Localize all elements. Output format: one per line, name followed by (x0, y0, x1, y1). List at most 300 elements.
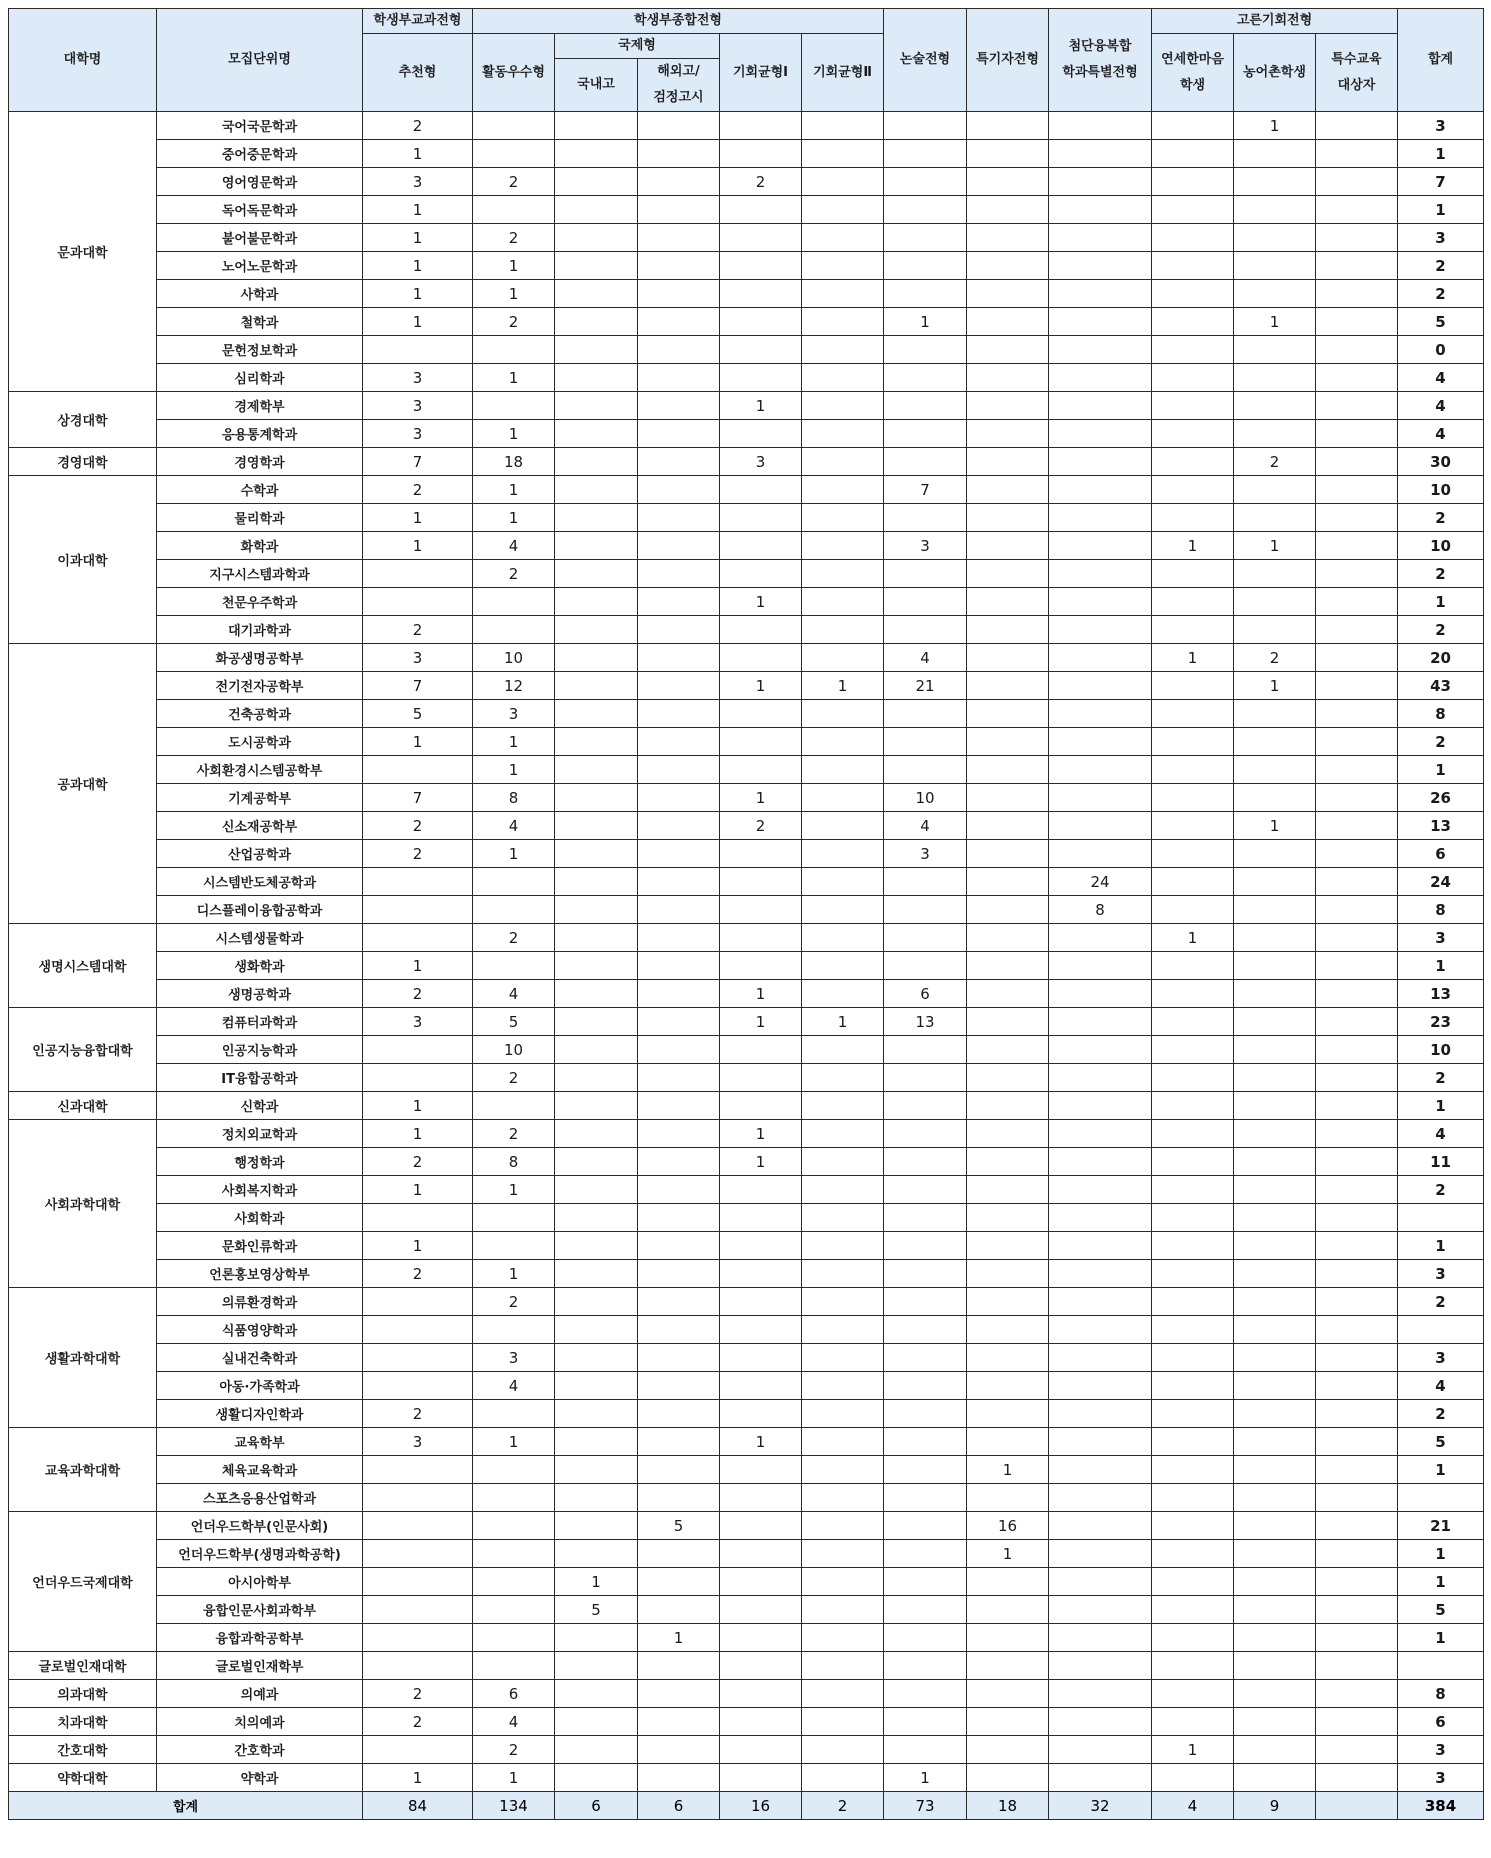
header-group-comprehensive: 학생부종합전형 (473, 9, 884, 34)
quota-cell: 1 (363, 1092, 473, 1120)
quota-cell (638, 924, 720, 952)
row-total-cell: 2 (1398, 560, 1484, 588)
quota-cell (638, 1764, 720, 1792)
quota-cell (1152, 392, 1234, 420)
quota-cell: 1 (967, 1540, 1049, 1568)
quota-cell (884, 1120, 967, 1148)
quota-cell (1234, 1008, 1316, 1036)
college-name: 생활과학대학 (9, 1288, 157, 1428)
grand-total-cell: 384 (1398, 1792, 1484, 1820)
quota-cell (884, 224, 967, 252)
quota-cell (1152, 196, 1234, 224)
row-total-cell: 4 (1398, 392, 1484, 420)
quota-cell (967, 1008, 1049, 1036)
quota-cell (1049, 616, 1152, 644)
row-total-cell: 26 (1398, 784, 1484, 812)
quota-cell (720, 1176, 802, 1204)
quota-cell: 3 (363, 644, 473, 672)
quota-cell: 1 (720, 588, 802, 616)
table-row (9, 868, 1484, 896)
header-equal1: 기회균형Ⅰ (720, 34, 802, 112)
quota-cell: 5 (638, 1512, 720, 1540)
quota-cell (802, 1456, 884, 1484)
quota-cell (555, 896, 638, 924)
quota-cell (967, 868, 1049, 896)
quota-cell: 1 (720, 1148, 802, 1176)
quota-cell (555, 728, 638, 756)
quota-cell: 2 (363, 616, 473, 644)
quota-cell (1234, 784, 1316, 812)
quota-cell (884, 1652, 967, 1680)
quota-cell (720, 700, 802, 728)
quota-cell: 16 (967, 1512, 1049, 1540)
quota-cell (1316, 924, 1398, 952)
quota-cell (1049, 756, 1152, 784)
quota-cell: 1 (363, 224, 473, 252)
quota-cell: 4 (473, 1372, 555, 1400)
quota-cell (802, 1568, 884, 1596)
row-total-cell: 11 (1398, 1148, 1484, 1176)
dept-name: 체육교육학과 (157, 1456, 363, 1484)
quota-cell (638, 1064, 720, 1092)
quota-cell (720, 924, 802, 952)
row-total-cell: 5 (1398, 308, 1484, 336)
quota-cell (363, 1596, 473, 1624)
table-row (9, 476, 1484, 504)
table-row (9, 1708, 1484, 1736)
quota-cell: 1 (363, 196, 473, 224)
quota-cell (1049, 1316, 1152, 1344)
college-name: 이과대학 (9, 476, 157, 644)
quota-cell (967, 420, 1049, 448)
quota-cell (1316, 812, 1398, 840)
quota-cell (1234, 700, 1316, 728)
dept-name: 글로벌인재학부 (157, 1652, 363, 1680)
header-group-equal: 고른기회전형 (1152, 9, 1398, 34)
quota-cell (638, 672, 720, 700)
quota-cell (1316, 1680, 1398, 1708)
quota-cell (555, 1316, 638, 1344)
quota-cell (720, 616, 802, 644)
header-hanmaeum-line1: 연세한마음 (1161, 51, 1224, 67)
table-row (9, 140, 1484, 168)
quota-cell: 1 (1152, 532, 1234, 560)
quota-cell (638, 392, 720, 420)
header-specialedu-line1: 특수교육 (1331, 51, 1382, 67)
quota-cell (720, 1232, 802, 1260)
quota-cell (1234, 1596, 1316, 1624)
row-total-cell: 1 (1398, 1456, 1484, 1484)
quota-cell (802, 112, 884, 140)
quota-cell (1152, 1092, 1234, 1120)
college-name: 경영대학 (9, 448, 157, 476)
quota-cell (1234, 1512, 1316, 1540)
college-name: 사회과학대학 (9, 1120, 157, 1288)
quota-cell (1316, 1596, 1398, 1624)
quota-cell (802, 812, 884, 840)
quota-cell (1049, 1288, 1152, 1316)
dept-name: 신소재공학부 (157, 812, 363, 840)
quota-cell (802, 1176, 884, 1204)
dept-name: 전기전자공학부 (157, 672, 363, 700)
quota-cell (967, 140, 1049, 168)
quota-cell (1234, 140, 1316, 168)
quota-cell (473, 868, 555, 896)
quota-cell: 10 (473, 1036, 555, 1064)
quota-cell (1049, 140, 1152, 168)
quota-cell (1234, 1232, 1316, 1260)
quota-cell (1316, 392, 1398, 420)
quota-cell (555, 280, 638, 308)
quota-cell (555, 1260, 638, 1288)
quota-cell: 2 (720, 168, 802, 196)
column-total-cell: 6 (638, 1792, 720, 1820)
quota-cell (1316, 784, 1398, 812)
dept-name: 인공지능학과 (157, 1036, 363, 1064)
quota-cell (555, 756, 638, 784)
quota-cell (1049, 252, 1152, 280)
quota-cell (802, 252, 884, 280)
quota-cell (1234, 896, 1316, 924)
quota-cell (720, 1456, 802, 1484)
dept-name: 응용통계학과 (157, 420, 363, 448)
header-specialedu (1316, 34, 1398, 112)
quota-cell (720, 1736, 802, 1764)
dept-name: 도시공학과 (157, 728, 363, 756)
quota-cell (1234, 1736, 1316, 1764)
quota-cell (802, 1344, 884, 1372)
quota-cell (363, 1344, 473, 1372)
quota-cell: 2 (473, 224, 555, 252)
quota-cell (555, 1176, 638, 1204)
quota-cell (1234, 364, 1316, 392)
quota-cell (1049, 364, 1152, 392)
quota-cell (638, 868, 720, 896)
quota-cell (884, 868, 967, 896)
row-total-cell: 30 (1398, 448, 1484, 476)
quota-cell (967, 168, 1049, 196)
header-advanced-line1: 첨단융복합 (1068, 39, 1132, 54)
quota-cell (1049, 952, 1152, 980)
table-footer (9, 1792, 1484, 1820)
quota-cell (720, 1512, 802, 1540)
quota-cell (1049, 1568, 1152, 1596)
quota-cell (1152, 1400, 1234, 1428)
quota-cell (1049, 1484, 1152, 1512)
quota-cell (1049, 924, 1152, 952)
quota-cell: 1 (473, 504, 555, 532)
quota-cell (1316, 1708, 1398, 1736)
table-body (9, 112, 1484, 1792)
quota-cell (802, 588, 884, 616)
table-row (9, 532, 1484, 560)
quota-cell (638, 1288, 720, 1316)
quota-cell: 2 (363, 1260, 473, 1288)
quota-cell (1316, 168, 1398, 196)
quota-cell (555, 196, 638, 224)
table-row (9, 1316, 1484, 1344)
quota-cell (1152, 1568, 1234, 1596)
quota-cell (363, 1624, 473, 1652)
quota-cell (967, 1400, 1049, 1428)
quota-cell: 2 (363, 1680, 473, 1708)
quota-cell (1234, 336, 1316, 364)
dept-name: 기계공학부 (157, 784, 363, 812)
quota-cell: 3 (363, 392, 473, 420)
quota-cell (638, 420, 720, 448)
quota-cell (720, 1316, 802, 1344)
table-row (9, 1092, 1484, 1120)
quota-cell (363, 1568, 473, 1596)
quota-cell (802, 896, 884, 924)
quota-cell (802, 868, 884, 896)
row-total-cell: 3 (1398, 1260, 1484, 1288)
quota-cell (555, 1456, 638, 1484)
quota-cell (802, 532, 884, 560)
quota-cell: 5 (473, 1008, 555, 1036)
dept-name: 천문우주학과 (157, 588, 363, 616)
quota-cell (720, 1064, 802, 1092)
table-row (9, 728, 1484, 756)
row-total-cell: 3 (1398, 224, 1484, 252)
quota-cell: 7 (884, 476, 967, 504)
quota-cell (473, 896, 555, 924)
quota-cell (1152, 868, 1234, 896)
quota-cell: 4 (473, 812, 555, 840)
quota-cell (638, 448, 720, 476)
quota-cell (802, 1232, 884, 1260)
quota-cell (1316, 364, 1398, 392)
quota-cell (555, 980, 638, 1008)
quota-cell (967, 196, 1049, 224)
quota-cell (1152, 112, 1234, 140)
quota-cell (1234, 504, 1316, 532)
row-total-cell: 1 (1398, 1092, 1484, 1120)
quota-cell: 1 (802, 672, 884, 700)
quota-cell (555, 1652, 638, 1680)
quota-cell (802, 140, 884, 168)
table-row (9, 1148, 1484, 1176)
quota-cell (638, 980, 720, 1008)
quota-cell: 7 (363, 448, 473, 476)
quota-cell: 3 (363, 1428, 473, 1456)
row-total-cell: 4 (1398, 1372, 1484, 1400)
quota-cell (802, 1708, 884, 1736)
quota-cell (1316, 1568, 1398, 1596)
quota-cell (638, 588, 720, 616)
dept-name: 실내건축학과 (157, 1344, 363, 1372)
column-total-cell: 18 (967, 1792, 1049, 1820)
quota-cell (884, 728, 967, 756)
table-row (9, 392, 1484, 420)
quota-cell (638, 1484, 720, 1512)
quota-cell (638, 224, 720, 252)
quota-cell: 13 (884, 1008, 967, 1036)
quota-cell (1152, 1120, 1234, 1148)
dept-name: 경영학과 (157, 448, 363, 476)
quota-cell (555, 784, 638, 812)
quota-cell (1152, 588, 1234, 616)
quota-cell (1316, 1512, 1398, 1540)
quota-cell (802, 504, 884, 532)
row-total-cell: 2 (1398, 1288, 1484, 1316)
quota-cell (363, 1204, 473, 1232)
header-overseas (638, 59, 720, 112)
row-total-cell: 2 (1398, 1064, 1484, 1092)
quota-cell (1316, 1204, 1398, 1232)
quota-cell (967, 1316, 1049, 1344)
quota-cell (638, 1008, 720, 1036)
quota-cell (1316, 336, 1398, 364)
quota-cell (802, 700, 884, 728)
table-row (9, 1736, 1484, 1764)
quota-cell (638, 336, 720, 364)
quota-cell (1234, 1568, 1316, 1596)
quota-cell: 1 (1234, 812, 1316, 840)
dept-name: 문화인류학과 (157, 1232, 363, 1260)
quota-cell (720, 1652, 802, 1680)
quota-cell (1049, 1232, 1152, 1260)
quota-cell (1049, 1764, 1152, 1792)
quota-cell (884, 280, 967, 308)
row-total-cell: 1 (1398, 952, 1484, 980)
table-row (9, 1232, 1484, 1260)
quota-cell (473, 1484, 555, 1512)
quota-cell (884, 1512, 967, 1540)
quota-cell (1234, 1344, 1316, 1372)
quota-cell (802, 1680, 884, 1708)
quota-cell: 2 (363, 812, 473, 840)
row-total-cell (1398, 1652, 1484, 1680)
quota-cell: 2 (363, 112, 473, 140)
quota-cell (638, 1372, 720, 1400)
quota-cell (473, 1204, 555, 1232)
dept-name: 국어국문학과 (157, 112, 363, 140)
quota-cell (638, 812, 720, 840)
quota-cell (720, 364, 802, 392)
table-row (9, 504, 1484, 532)
quota-cell: 1 (363, 504, 473, 532)
quota-cell (1316, 1764, 1398, 1792)
quota-cell (638, 1428, 720, 1456)
quota-cell (967, 336, 1049, 364)
quota-cell (802, 1624, 884, 1652)
quota-cell (802, 1400, 884, 1428)
quota-cell: 4 (884, 644, 967, 672)
quota-cell (1152, 1512, 1234, 1540)
row-total-cell: 3 (1398, 112, 1484, 140)
quota-cell (363, 588, 473, 616)
quota-cell (802, 644, 884, 672)
quota-cell (1316, 1288, 1398, 1316)
row-total-cell: 24 (1398, 868, 1484, 896)
quota-cell (1234, 1120, 1316, 1148)
dept-name: 독어독문학과 (157, 196, 363, 224)
quota-cell: 5 (555, 1596, 638, 1624)
college-name: 상경대학 (9, 392, 157, 448)
quota-cell (967, 1092, 1049, 1120)
quota-cell (1152, 616, 1234, 644)
table-row (9, 616, 1484, 644)
quota-cell (638, 1680, 720, 1708)
quota-cell (1152, 784, 1234, 812)
quota-cell (1049, 1428, 1152, 1456)
quota-cell (720, 1260, 802, 1288)
quota-cell (638, 280, 720, 308)
quota-cell (720, 1596, 802, 1624)
header-dept: 모집단위명 (157, 9, 363, 112)
row-total-cell: 6 (1398, 1708, 1484, 1736)
quota-cell (967, 812, 1049, 840)
row-total-cell: 13 (1398, 812, 1484, 840)
table-row (9, 1764, 1484, 1792)
quota-cell (802, 616, 884, 644)
quota-cell (884, 364, 967, 392)
quota-cell: 2 (363, 1400, 473, 1428)
table-row (9, 1204, 1484, 1232)
quota-cell (1152, 1456, 1234, 1484)
row-total-cell: 1 (1398, 1540, 1484, 1568)
quota-cell (555, 364, 638, 392)
quota-cell (967, 588, 1049, 616)
dept-name: 아시아학부 (157, 1568, 363, 1596)
quota-cell (473, 336, 555, 364)
college-name: 신과대학 (9, 1092, 157, 1120)
quota-cell (1316, 1064, 1398, 1092)
row-total-cell (1398, 1484, 1484, 1512)
quota-cell (555, 1708, 638, 1736)
college-name: 문과대학 (9, 112, 157, 392)
quota-cell (638, 1568, 720, 1596)
quota-cell (967, 1764, 1049, 1792)
dept-name: 컴퓨터과학과 (157, 1008, 363, 1036)
quota-cell: 1 (363, 728, 473, 756)
quota-cell (1316, 700, 1398, 728)
quota-cell: 1 (363, 952, 473, 980)
quota-cell (1316, 560, 1398, 588)
column-total-cell: 6 (555, 1792, 638, 1820)
quota-cell: 12 (473, 672, 555, 700)
quota-cell (967, 364, 1049, 392)
quota-cell (967, 1428, 1049, 1456)
quota-cell (967, 252, 1049, 280)
quota-cell: 1 (1152, 924, 1234, 952)
quota-cell (555, 1204, 638, 1232)
quota-cell (884, 924, 967, 952)
quota-cell (720, 532, 802, 560)
header-rural: 농어촌학생 (1234, 34, 1316, 112)
quota-cell (1234, 1764, 1316, 1792)
quota-cell (884, 140, 967, 168)
table-row (9, 448, 1484, 476)
quota-cell (1049, 812, 1152, 840)
quota-cell (1316, 840, 1398, 868)
quota-cell (638, 1204, 720, 1232)
quota-cell: 1 (720, 1428, 802, 1456)
quota-cell (720, 1484, 802, 1512)
row-total-cell: 8 (1398, 896, 1484, 924)
quota-cell (802, 1596, 884, 1624)
quota-cell (1234, 1708, 1316, 1736)
row-total-cell: 1 (1398, 756, 1484, 784)
quota-cell (884, 196, 967, 224)
quota-cell (1152, 1652, 1234, 1680)
quota-cell (638, 1456, 720, 1484)
quota-cell (884, 392, 967, 420)
quota-cell (967, 1120, 1049, 1148)
quota-cell: 7 (363, 784, 473, 812)
quota-cell (720, 112, 802, 140)
